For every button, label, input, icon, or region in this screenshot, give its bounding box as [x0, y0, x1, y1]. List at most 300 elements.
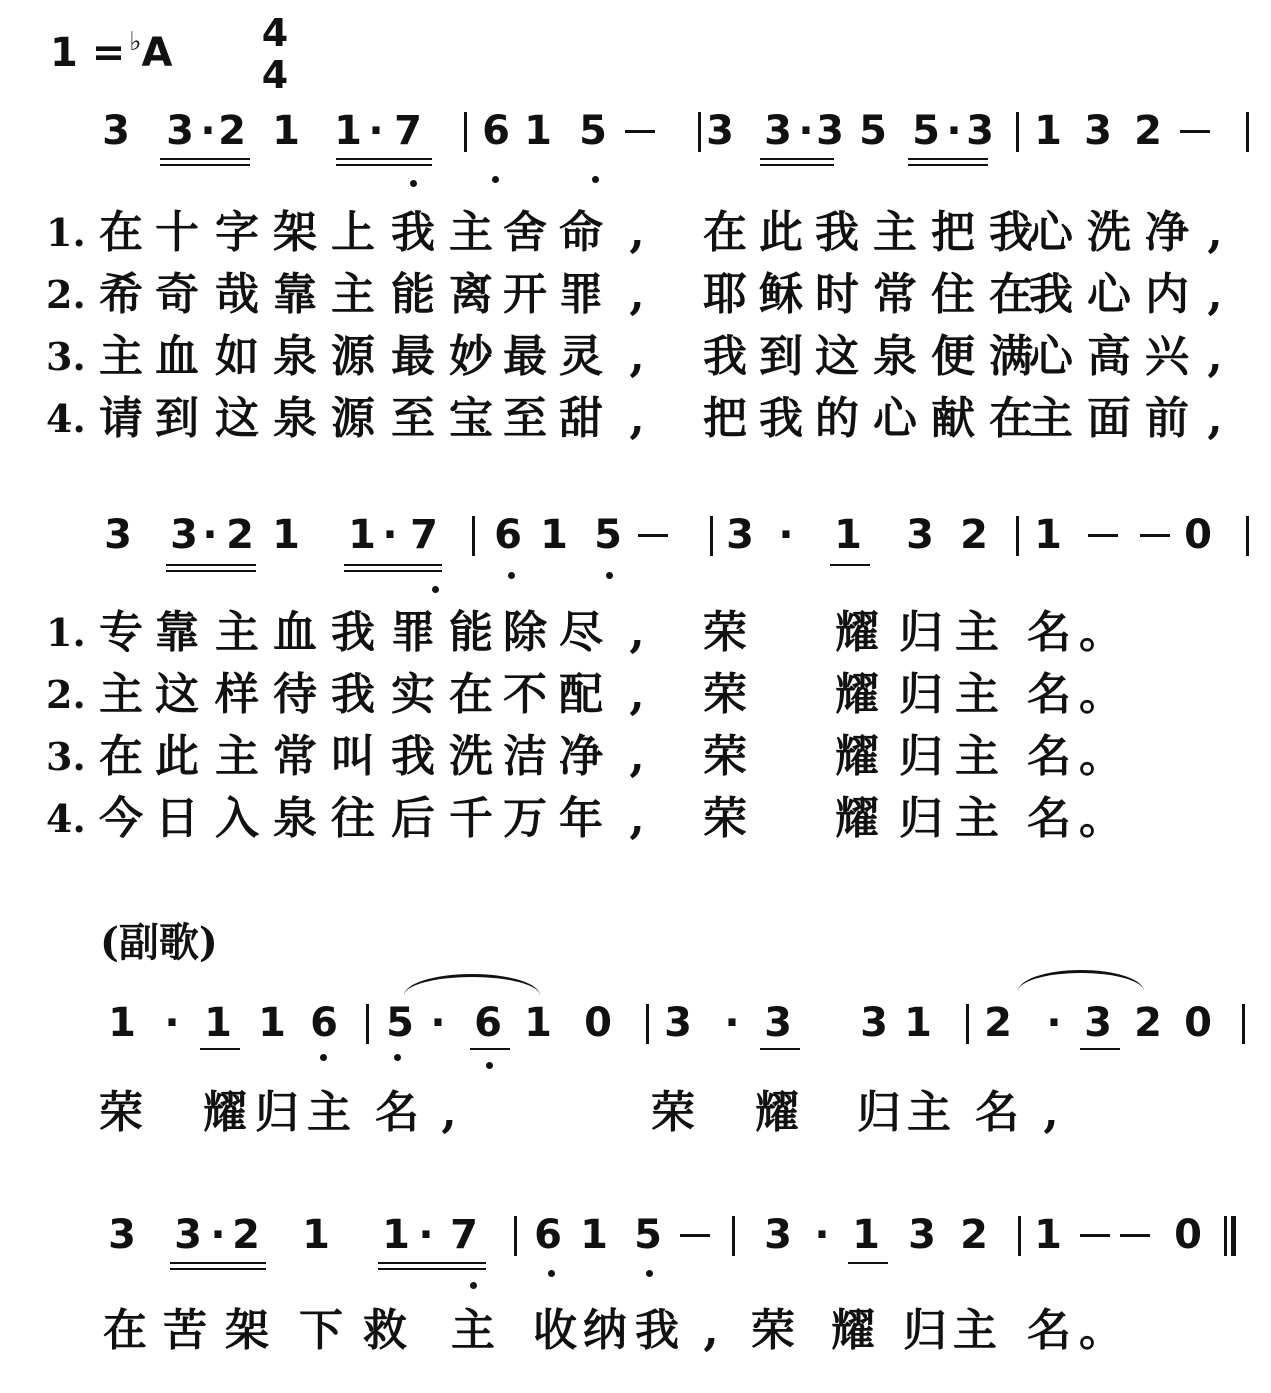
- note: 5: [579, 108, 607, 154]
- note: 6: [494, 512, 522, 558]
- note: 1: [904, 1000, 932, 1046]
- note: 3: [908, 1212, 936, 1258]
- note: 7: [394, 108, 422, 154]
- chorus-label: (副歌): [100, 919, 218, 966]
- lyric-char: 名: [975, 1087, 1019, 1138]
- low-octave-dot: [470, 1282, 477, 1289]
- note: 2: [1134, 108, 1162, 154]
- augmentation-dot: ·: [778, 512, 794, 558]
- lyric-char: 耀: [835, 731, 879, 782]
- augmentation-dot: ·: [200, 108, 216, 154]
- beam-underline: [166, 564, 256, 566]
- lyric-char: 主: [99, 669, 143, 720]
- low-octave-dot: [432, 586, 439, 593]
- barline: [732, 1216, 735, 1256]
- lyric-row-1-verse-4: [0, 394, 1271, 454]
- lyric-char: ,: [441, 1087, 457, 1138]
- note: 2: [226, 512, 254, 558]
- lyric-char: 心: [1087, 269, 1131, 320]
- augmentation-dot: ·: [724, 1000, 740, 1046]
- slur: [404, 974, 540, 1017]
- note: 6: [310, 1000, 338, 1046]
- lyric-char: 。: [1079, 793, 1123, 844]
- lyric-char: 内: [1145, 269, 1189, 320]
- augmentation-dot: ·: [798, 108, 814, 154]
- lyric-row-2-verse-3: [0, 732, 1271, 792]
- barline: [1246, 516, 1249, 556]
- lyric-char: 我: [331, 669, 375, 720]
- sustain-dash-text: [638, 512, 674, 558]
- lyric-char: 归: [899, 793, 943, 844]
- beam-underline: [336, 158, 432, 160]
- lyric-char: 妙: [449, 331, 493, 382]
- sustain-dash-text: [1140, 512, 1176, 558]
- beam-underline: [166, 570, 256, 572]
- note: 1: [524, 108, 552, 154]
- lyric-char: 心: [1029, 331, 1073, 382]
- lyric-char: 在: [989, 269, 1033, 320]
- lyric-char: 入: [215, 793, 259, 844]
- key-prefix: 1 =: [50, 30, 126, 76]
- key-signature: [50, 27, 173, 76]
- note: 3: [104, 512, 132, 558]
- barline: [698, 112, 701, 152]
- note: 2: [232, 1212, 260, 1258]
- notation-row-2: [0, 512, 1271, 572]
- note: 1: [580, 1212, 608, 1258]
- augmentation-dot: ·: [382, 512, 398, 558]
- lyric-row-chorus-2: [0, 1306, 1271, 1366]
- lyric-row-2-verse-1: [0, 608, 1271, 668]
- notation-row-1: [0, 108, 1271, 168]
- note: 3: [664, 1000, 692, 1046]
- lyric-char: 心: [873, 393, 917, 444]
- beam-underline: [760, 164, 834, 166]
- barline: [464, 112, 467, 152]
- note: 0: [1184, 1000, 1212, 1046]
- lyric-char: 在: [99, 731, 143, 782]
- lyric-char: 主: [307, 1087, 351, 1138]
- beam-underline: [470, 1048, 510, 1050]
- note: 1: [1034, 108, 1062, 154]
- lyric-char: 荣: [751, 1305, 795, 1356]
- lyric-char: 主: [215, 607, 259, 658]
- augmentation-dot: ·: [164, 1000, 180, 1046]
- beam-underline: [908, 164, 988, 166]
- lyric-char: 下: [299, 1305, 343, 1356]
- lyric-char: 至: [391, 393, 435, 444]
- note: 0: [584, 1000, 612, 1046]
- lyric-char: 主: [955, 669, 999, 720]
- barline: [1242, 1004, 1245, 1044]
- lyric-char: 这: [815, 331, 859, 382]
- lyric-char: 前: [1145, 393, 1189, 444]
- lyric-char: 归: [899, 731, 943, 782]
- low-octave-dot: [492, 176, 499, 183]
- sustain-dash-text: [1088, 512, 1124, 558]
- low-octave-dot: [606, 572, 613, 579]
- lyric-char: ,: [629, 331, 645, 382]
- lyric-char: 开: [503, 269, 547, 320]
- note: 3: [1084, 108, 1112, 154]
- lyric-char: 满: [989, 331, 1033, 382]
- augmentation-dot: ·: [202, 512, 218, 558]
- note: 2: [984, 1000, 1012, 1046]
- note: 1: [334, 108, 362, 154]
- lyric-char: ,: [1043, 1087, 1059, 1138]
- barline: [966, 1004, 969, 1044]
- lyric-char: 血: [273, 607, 317, 658]
- note: 3: [816, 108, 844, 154]
- lyric-char: 耀: [835, 793, 879, 844]
- lyric-char: 我: [391, 731, 435, 782]
- lyric-char: 我: [703, 331, 747, 382]
- lyric-row-chorus-1: [0, 1088, 1271, 1148]
- note: 5: [634, 1212, 662, 1258]
- note: 1: [382, 1212, 410, 1258]
- lyric-char: ,: [1207, 331, 1223, 382]
- lyric-char: 心: [1029, 207, 1073, 258]
- lyric-char: ,: [629, 669, 645, 720]
- lyric-char: 把: [931, 207, 975, 258]
- lyric-char: 这: [155, 669, 199, 720]
- lyric-char: 纳: [583, 1305, 627, 1356]
- lyric-char: 甜: [559, 393, 603, 444]
- note: 3: [1084, 1000, 1112, 1046]
- lyric-char: 的: [815, 393, 859, 444]
- barline: [646, 1004, 649, 1044]
- lyric-char: 主: [451, 1305, 495, 1356]
- low-octave-dot: [320, 1054, 327, 1061]
- lyric-char: 源: [331, 331, 375, 382]
- time-numerator: 4: [261, 11, 289, 55]
- augmentation-dot: ·: [210, 1212, 226, 1258]
- note: 3: [860, 1000, 888, 1046]
- note: 6: [534, 1212, 562, 1258]
- lyric-char: 洗: [1087, 207, 1131, 258]
- lyric-char: 名: [1027, 731, 1071, 782]
- beam-underline: [1080, 1048, 1120, 1050]
- lyric-char: 待: [273, 669, 317, 720]
- time-signature: [255, 12, 295, 96]
- lyric-char: 耀: [831, 1305, 875, 1356]
- slur: [1018, 970, 1144, 1013]
- lyric-char: 我: [815, 207, 859, 258]
- lyric-char: ,: [629, 793, 645, 844]
- beam-underline: [200, 1048, 240, 1050]
- low-octave-dot: [486, 1062, 493, 1069]
- lyric-char: 在: [989, 393, 1033, 444]
- note: 5: [594, 512, 622, 558]
- lyric-row-2-verse-2: [0, 670, 1271, 730]
- low-octave-dot: [394, 1054, 401, 1061]
- lyric-char: 。: [1079, 731, 1123, 782]
- lyric-char: 荣: [703, 731, 747, 782]
- verse-number: 4.: [46, 396, 86, 441]
- note: 2: [960, 1212, 988, 1258]
- lyric-char: 能: [391, 269, 435, 320]
- lyric-char: 主: [99, 331, 143, 382]
- note: 1: [258, 1000, 286, 1046]
- lyric-char: 净: [559, 731, 603, 782]
- beam-underline: [908, 158, 988, 160]
- lyric-char: 哉: [215, 269, 259, 320]
- lyric-char: 舍: [503, 207, 547, 258]
- sustain-dash-text: [1080, 1212, 1116, 1258]
- lyric-char: 名: [1027, 669, 1071, 720]
- lyric-char: 我: [1029, 269, 1073, 320]
- lyric-char: 上: [331, 207, 375, 258]
- lyric-char: 。: [1079, 607, 1123, 658]
- lyric-char: 主: [955, 731, 999, 782]
- note: 2: [218, 108, 246, 154]
- lyric-char: 住: [931, 269, 975, 320]
- lyric-char: 主: [331, 269, 375, 320]
- lyric-char: 我: [635, 1305, 679, 1356]
- lyric-char: 泉: [273, 331, 317, 382]
- lyric-char: 便: [931, 331, 975, 382]
- lyric-char: ,: [703, 1305, 719, 1356]
- lyric-char: 字: [215, 207, 259, 258]
- lyric-char: 荣: [651, 1087, 695, 1138]
- lyric-char: 归: [899, 669, 943, 720]
- lyric-char: 收: [533, 1305, 577, 1356]
- lyric-char: 靠: [273, 269, 317, 320]
- lyric-char: 主: [449, 207, 493, 258]
- lyric-char: 归: [857, 1087, 901, 1138]
- augmentation-dot: ·: [368, 108, 384, 154]
- lyric-char: 请: [99, 393, 143, 444]
- lyric-char: 泉: [273, 793, 317, 844]
- lyric-char: 我: [391, 207, 435, 258]
- lyric-char: ,: [1207, 393, 1223, 444]
- beam-underline: [378, 1262, 486, 1264]
- lyric-char: 最: [503, 331, 547, 382]
- lyric-char: 名: [1027, 607, 1071, 658]
- note: 3: [706, 108, 734, 154]
- barline: [472, 516, 475, 556]
- lyric-char: 苦: [163, 1305, 207, 1356]
- verse-number: 3.: [46, 734, 86, 779]
- low-octave-dot: [592, 176, 599, 183]
- lyric-row-1-verse-3: [0, 332, 1271, 392]
- lyric-char: ,: [629, 207, 645, 258]
- lyric-char: 归: [255, 1087, 299, 1138]
- beam-underline: [160, 164, 250, 166]
- barline: [710, 516, 713, 556]
- verse-number: 4.: [46, 796, 86, 841]
- beam-underline: [160, 158, 250, 160]
- lyric-char: 最: [391, 331, 435, 382]
- lyric-char: 到: [759, 331, 803, 382]
- lyric-char: 希: [99, 269, 143, 320]
- note: 1: [540, 512, 568, 558]
- beam-underline: [848, 1262, 888, 1264]
- notation-row-chorus-2: [0, 1212, 1271, 1272]
- lyric-char: 面: [1087, 393, 1131, 444]
- key-note: A: [141, 30, 173, 76]
- lyric-char: 主: [873, 207, 917, 258]
- beam-underline: [170, 1268, 266, 1270]
- lyric-char: 荣: [99, 1087, 143, 1138]
- lyric-char: 能: [449, 607, 493, 658]
- lyric-char: 在: [103, 1305, 147, 1356]
- barline: [1246, 112, 1249, 152]
- lyric-char: 洁: [503, 731, 547, 782]
- lyric-char: 主: [907, 1087, 951, 1138]
- lyric-char: 我: [331, 607, 375, 658]
- low-octave-dot: [646, 1270, 653, 1277]
- verse-number: 1.: [46, 610, 86, 655]
- lyric-char: 在: [99, 207, 143, 258]
- lyric-char: 在: [449, 669, 493, 720]
- lyric-char: 此: [759, 207, 803, 258]
- lyric-char: 主: [953, 1305, 997, 1356]
- lyric-char: ,: [1207, 207, 1223, 258]
- lyric-char: 名: [375, 1087, 419, 1138]
- lyric-char: 样: [215, 669, 259, 720]
- lyric-char: 泉: [873, 331, 917, 382]
- lyric-char: 叫: [331, 731, 375, 782]
- note: 0: [1174, 1212, 1202, 1258]
- lyric-char: 罪: [559, 269, 603, 320]
- lyric-char: 离: [449, 269, 493, 320]
- beam-underline: [830, 564, 870, 566]
- note: 1: [272, 108, 300, 154]
- lyric-char: 万: [503, 793, 547, 844]
- note: 6: [474, 1000, 502, 1046]
- note: 3: [108, 1212, 136, 1258]
- lyric-char: 救: [363, 1305, 407, 1356]
- barline: [1018, 1216, 1021, 1256]
- sustain-dash-text: [680, 1212, 716, 1258]
- lyric-char: 高: [1087, 331, 1131, 382]
- note: 3: [102, 108, 130, 154]
- lyric-char: 名: [1027, 793, 1071, 844]
- lyric-char: 实: [391, 669, 435, 720]
- lyric-char: 十: [155, 207, 199, 258]
- lyric-char: 到: [155, 393, 199, 444]
- barline: [514, 1216, 517, 1256]
- note: 1: [834, 512, 862, 558]
- note: 0: [1184, 512, 1212, 558]
- lyric-char: 宝: [449, 393, 493, 444]
- note: 1: [272, 512, 300, 558]
- sustain-dash-text: [625, 108, 661, 154]
- lyric-char: 常: [873, 269, 917, 320]
- lyric-char: 配: [559, 669, 603, 720]
- lyric-char: 稣: [759, 269, 803, 320]
- lyric-char: ,: [629, 269, 645, 320]
- lyric-char: 时: [815, 269, 859, 320]
- augmentation-dot: ·: [418, 1212, 434, 1258]
- lyric-char: 耀: [835, 607, 879, 658]
- augmentation-dot: ·: [430, 1000, 446, 1046]
- beam-underline: [344, 564, 442, 566]
- lyric-row-1-verse-1: [0, 208, 1271, 268]
- beam-underline: [344, 570, 442, 572]
- verse-number: 2.: [46, 672, 86, 717]
- augmentation-dot: ·: [814, 1212, 830, 1258]
- beam-underline: [378, 1268, 486, 1270]
- note: 7: [450, 1212, 478, 1258]
- note: 3: [726, 512, 754, 558]
- lyric-char: 在: [703, 207, 747, 258]
- lyric-char: 。: [1079, 1305, 1123, 1356]
- note: 5: [386, 1000, 414, 1046]
- lyric-char: 往: [331, 793, 375, 844]
- note: 1: [108, 1000, 136, 1046]
- verse-number: 2.: [46, 272, 86, 317]
- note: 2: [960, 512, 988, 558]
- note: 1: [204, 1000, 232, 1046]
- note: 5: [859, 108, 887, 154]
- lyric-char: 主: [215, 731, 259, 782]
- lyric-char: 。: [1079, 669, 1123, 720]
- note: 3: [166, 108, 194, 154]
- note: 7: [410, 512, 438, 558]
- lyric-char: 尽: [559, 607, 603, 658]
- note: 3: [170, 512, 198, 558]
- time-denominator: 4: [261, 53, 289, 97]
- note: 3: [764, 1212, 792, 1258]
- low-octave-dot: [410, 180, 417, 187]
- beam-underline: [336, 164, 432, 166]
- notation-row-chorus-1: [0, 1000, 1271, 1060]
- lyric-char: ,: [629, 393, 645, 444]
- lyric-char: 归: [899, 607, 943, 658]
- sustain-dash-text: [1180, 108, 1216, 154]
- lyric-char: 主: [1029, 393, 1073, 444]
- note: 3: [906, 512, 934, 558]
- lyric-char: 今: [99, 793, 143, 844]
- lyric-char: ,: [629, 731, 645, 782]
- lyric-char: 我: [989, 207, 1033, 258]
- lyric-char: 泉: [273, 393, 317, 444]
- sustain-dash-text: [1120, 1212, 1156, 1258]
- lyric-char: 日: [155, 793, 199, 844]
- note: 3: [174, 1212, 202, 1258]
- lyric-char: 名: [1027, 1305, 1071, 1356]
- lyric-char: 我: [759, 393, 803, 444]
- note: 1: [348, 512, 376, 558]
- low-octave-dot: [548, 1270, 555, 1277]
- barline: [366, 1004, 369, 1044]
- note: 3: [966, 108, 994, 154]
- lyric-char: 架: [273, 207, 317, 258]
- lyric-char: ,: [629, 607, 645, 658]
- note: 2: [1134, 1000, 1162, 1046]
- barline: [1016, 112, 1019, 152]
- lyric-char: 至: [503, 393, 547, 444]
- lyric-char: 荣: [703, 607, 747, 658]
- note: 3: [764, 108, 792, 154]
- lyric-char: 耀: [755, 1087, 799, 1138]
- lyric-char: 献: [931, 393, 975, 444]
- lyric-char: 源: [331, 393, 375, 444]
- lyric-char: 荣: [703, 793, 747, 844]
- augmentation-dot: ·: [946, 108, 962, 154]
- augmentation-dot: ·: [1046, 1000, 1062, 1046]
- lyric-char: 这: [215, 393, 259, 444]
- beam-underline: [760, 1048, 800, 1050]
- lyric-char: 洗: [449, 731, 493, 782]
- lyric-char: 命: [559, 207, 603, 258]
- lyric-char: 罪: [391, 607, 435, 658]
- note: 5: [912, 108, 940, 154]
- note: 1: [1034, 512, 1062, 558]
- note: 3: [764, 1000, 792, 1046]
